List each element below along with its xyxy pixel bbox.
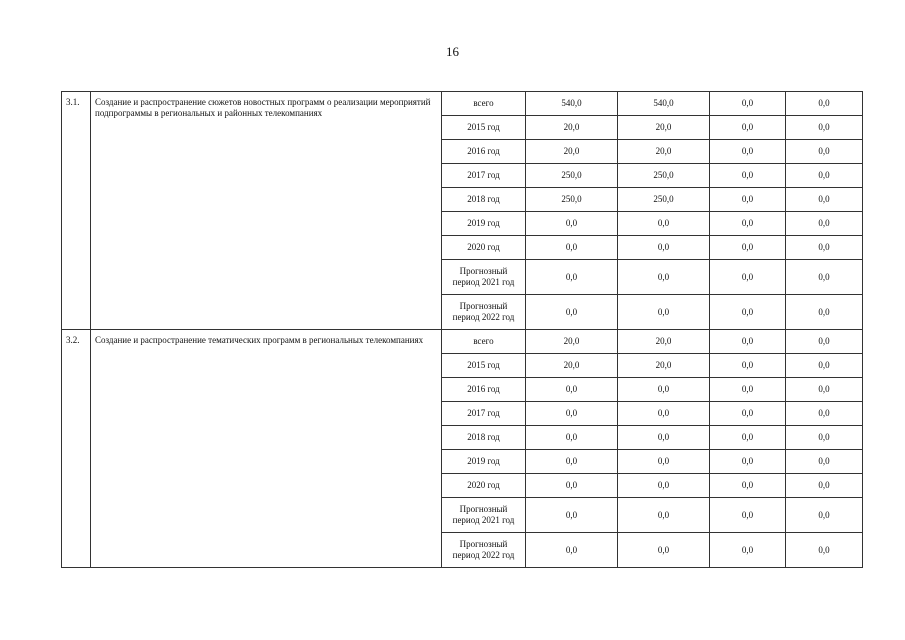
period-cell <box>442 295 526 330</box>
value-cell-v1: 0,0 <box>526 236 618 260</box>
value-cell-v1: 0,0 <box>526 450 618 474</box>
value-cell-v1: 0,0 <box>526 402 618 426</box>
table-body <box>62 92 863 568</box>
value-cell-v1: 20,0 <box>526 116 618 140</box>
period-cell: 2016 год <box>442 378 526 402</box>
value-cell-v2: 250,0 <box>618 164 710 188</box>
value-cell-v4: 0,0 <box>786 116 863 140</box>
value-cell-v2: 20,0 <box>618 330 710 354</box>
period-cell: 2019 год <box>442 212 526 236</box>
value-cell-v1: 0,0 <box>526 212 618 236</box>
value-cell-v2: 0,0 <box>618 533 710 568</box>
period-cell: 2018 год <box>442 426 526 450</box>
value-cell-v4: 0,0 <box>786 260 863 295</box>
value-cell-v1: 0,0 <box>526 378 618 402</box>
value-cell-v1: 0,0 <box>526 474 618 498</box>
value-cell-v2: 0,0 <box>618 295 710 330</box>
period-cell <box>442 498 526 533</box>
value-cell-v1: 540,0 <box>526 92 618 116</box>
period-cell: 2020 год <box>442 474 526 498</box>
section-title: Создание и распространение сюжетов новостных программ о реализации мероприятий подпрограммы в региональных и районных телекомпаниях <box>91 92 442 330</box>
value-cell-v4: 0,0 <box>786 474 863 498</box>
value-cell-v2: 0,0 <box>618 450 710 474</box>
value-cell-v4: 0,0 <box>786 426 863 450</box>
value-cell-v3: 0,0 <box>710 236 786 260</box>
table-row <box>62 330 863 354</box>
value-cell-v2: 0,0 <box>618 474 710 498</box>
value-cell-v4: 0,0 <box>786 92 863 116</box>
period-label-line1: Прогнозный <box>459 504 508 514</box>
period-label-line2: период 2022 год <box>452 550 515 560</box>
value-cell-v2: 0,0 <box>618 236 710 260</box>
value-cell-v2: 0,0 <box>618 498 710 533</box>
value-cell-v2: 540,0 <box>618 92 710 116</box>
value-cell-v3: 0,0 <box>710 295 786 330</box>
value-cell-v3: 0,0 <box>710 330 786 354</box>
value-cell-v2: 0,0 <box>618 260 710 295</box>
value-cell-v4: 0,0 <box>786 295 863 330</box>
value-cell-v3: 0,0 <box>710 402 786 426</box>
value-cell-v2: 0,0 <box>618 212 710 236</box>
value-cell-v3: 0,0 <box>710 498 786 533</box>
value-cell-v2: 20,0 <box>618 354 710 378</box>
value-cell-v1: 0,0 <box>526 295 618 330</box>
value-cell-v3: 0,0 <box>710 140 786 164</box>
value-cell-v3: 0,0 <box>710 188 786 212</box>
period-cell: 2019 год <box>442 450 526 474</box>
period-cell <box>442 533 526 568</box>
value-cell-v1: 250,0 <box>526 164 618 188</box>
period-cell: 2020 год <box>442 236 526 260</box>
period-label-line1: Прогнозный <box>459 301 508 311</box>
value-cell-v1: 0,0 <box>526 498 618 533</box>
section-number: 3.1. <box>62 92 91 330</box>
budget-table <box>61 91 863 568</box>
value-cell-v1: 0,0 <box>526 426 618 450</box>
section-number: 3.2. <box>62 330 91 568</box>
value-cell-v3: 0,0 <box>710 260 786 295</box>
value-cell-v2: 20,0 <box>618 140 710 164</box>
value-cell-v2: 250,0 <box>618 188 710 212</box>
value-cell-v3: 0,0 <box>710 354 786 378</box>
value-cell-v2: 0,0 <box>618 378 710 402</box>
value-cell-v3: 0,0 <box>710 426 786 450</box>
value-cell-v1: 250,0 <box>526 188 618 212</box>
period-cell <box>442 260 526 295</box>
period-cell: 2016 год <box>442 140 526 164</box>
value-cell-v3: 0,0 <box>710 116 786 140</box>
value-cell-v3: 0,0 <box>710 450 786 474</box>
value-cell-v1: 0,0 <box>526 260 618 295</box>
page-number: 16 <box>446 44 459 59</box>
period-cell: 2015 год <box>442 354 526 378</box>
value-cell-v4: 0,0 <box>786 330 863 354</box>
value-cell-v3: 0,0 <box>710 533 786 568</box>
period-cell: всего <box>442 92 526 116</box>
period-cell: 2017 год <box>442 402 526 426</box>
value-cell-v4: 0,0 <box>786 236 863 260</box>
value-cell-v4: 0,0 <box>786 188 863 212</box>
period-label-line2: период 2021 год <box>452 515 515 525</box>
value-cell-v3: 0,0 <box>710 378 786 402</box>
value-cell-v2: 20,0 <box>618 116 710 140</box>
period-cell: 2017 год <box>442 164 526 188</box>
value-cell-v1: 20,0 <box>526 330 618 354</box>
table-row <box>62 92 863 116</box>
period-label-line2: период 2021 год <box>452 277 515 287</box>
value-cell-v1: 0,0 <box>526 533 618 568</box>
value-cell-v4: 0,0 <box>786 533 863 568</box>
period-label-line1: Прогнозный <box>459 539 508 549</box>
period-label-line1: Прогнозный <box>459 266 508 276</box>
value-cell-v3: 0,0 <box>710 92 786 116</box>
value-cell-v4: 0,0 <box>786 450 863 474</box>
section-title: Создание и распространение тематических программ в региональных телекомпаниях <box>91 330 442 568</box>
value-cell-v4: 0,0 <box>786 212 863 236</box>
value-cell-v1: 20,0 <box>526 354 618 378</box>
value-cell-v4: 0,0 <box>786 378 863 402</box>
value-cell-v2: 0,0 <box>618 426 710 450</box>
value-cell-v4: 0,0 <box>786 354 863 378</box>
value-cell-v4: 0,0 <box>786 402 863 426</box>
value-cell-v2: 0,0 <box>618 402 710 426</box>
value-cell-v3: 0,0 <box>710 212 786 236</box>
value-cell-v4: 0,0 <box>786 140 863 164</box>
value-cell-v4: 0,0 <box>786 498 863 533</box>
period-cell: всего <box>442 330 526 354</box>
value-cell-v1: 20,0 <box>526 140 618 164</box>
period-cell: 2018 год <box>442 188 526 212</box>
value-cell-v3: 0,0 <box>710 474 786 498</box>
period-cell: 2015 год <box>442 116 526 140</box>
value-cell-v3: 0,0 <box>710 164 786 188</box>
period-label-line2: период 2022 год <box>452 312 515 322</box>
value-cell-v4: 0,0 <box>786 164 863 188</box>
